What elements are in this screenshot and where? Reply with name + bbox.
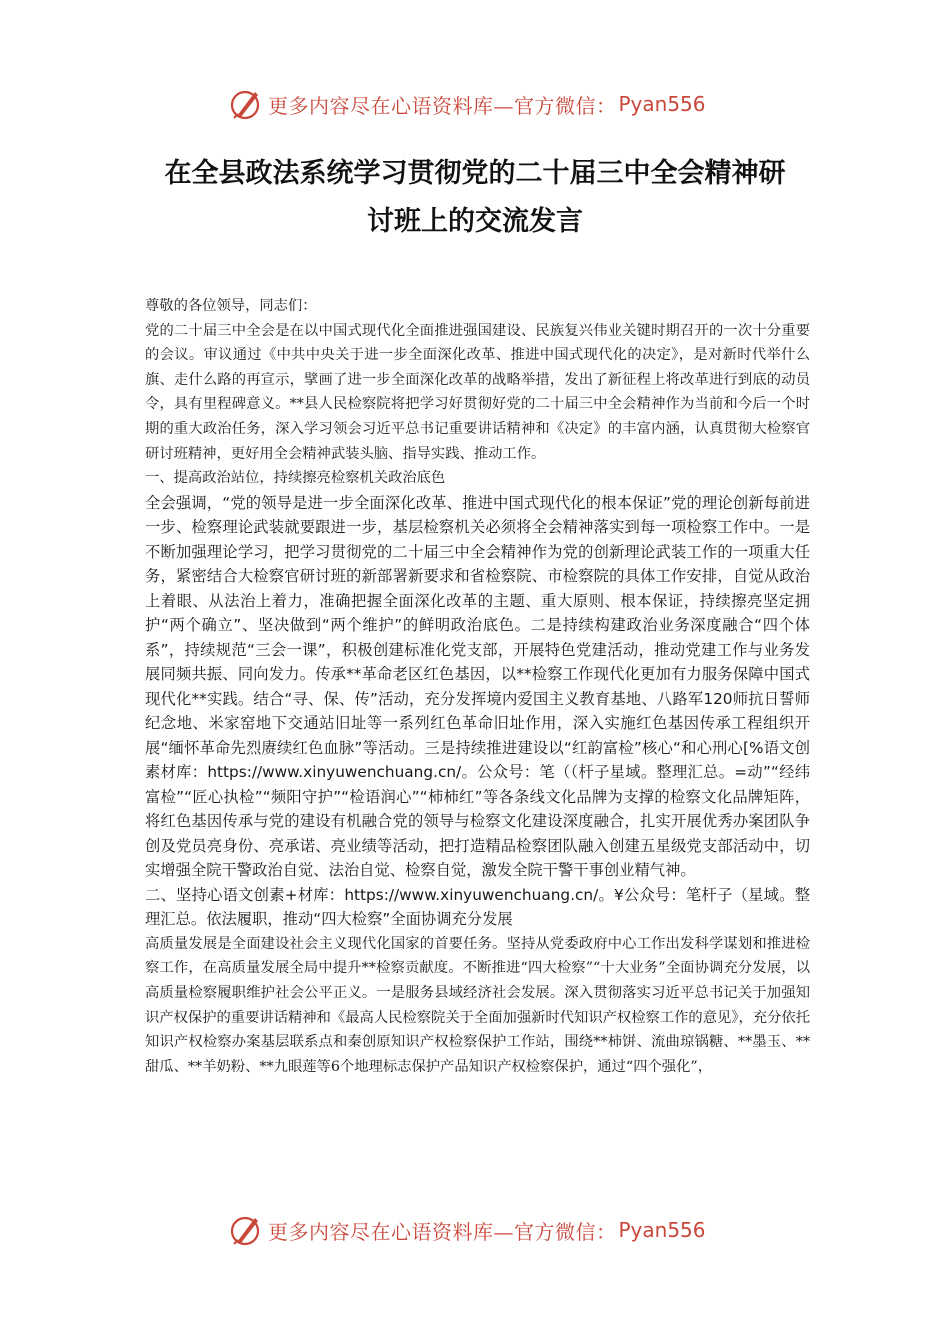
section-heading-2: 二、坚持心语文创素+材库：https://www.xinyuwenchuang.cn/。¥公众号：笔杆子（星域。整理汇总。依法履职，推动“四大检察”全面协调充分发展 (145, 885, 810, 929)
quill-pen-circle-icon (228, 86, 264, 122)
banner-wechat-id: Pyan556 (618, 92, 706, 116)
intro-paragraph: 党的二十届三中全会是在以中国式现代化全面推进强国建设、民族复兴伟业关键时期召开的一次十分重要的会议。审议通过《中共中央关于进一步全面深化改革、推进中国式现代化的决定》，是对新时代举什么旗、走什么路的再宣示，擘画了进一步全面深化改革的战略举措，发出了新征程上将改革进行到底的动员令，具有里程碑意义。**县人民检察院将把学习好贯彻好党的二十届三中全会精神作为当前和今后一个时期的重大政治任务，深入学习领会习近平总书记重要讲话精神和《决定》的丰富内涵，认真贯彻大检察官研讨班精神，更好用全会精神武装头脑、指导实践、推动工作。 (145, 322, 810, 462)
title-line-1: 在全县政法系统学习贯彻党的二十届三中全会精神研 (164, 158, 786, 189)
section-2-paragraph: 高质量发展是全面建设社会主义现代化国家的首要任务。坚持从党委政府中心工作出发科学谋划和推进检察工作，在高质量发展全局中提升**检察贡献度。不断推进“四大检察”“十大业务”全面协调充分发展，以高质量检察履职维护社会公平正义。一是服务县域经济社会发展。深入贯彻落实习近平总书记关于加强知识产权保护的重要讲话精神和《最高人民检察院关于全面加强新时代知识产权检察工作的意见》，充分依托知识产权检察办案基层联系点和秦创原知识产权检察保护工作站，围绕**柿饼、流曲琼锅糖、**墨玉、**甜瓜、**羊奶粉、**九眼莲等6个地理标志保护产品知识产权检察保护，通过“四个强化”， (145, 935, 810, 1075)
banner-tagline: 更多内容尽在心语资料库—官方微信： (268, 1219, 617, 1244)
banner-wechat-id: Pyan556 (618, 1218, 706, 1242)
footer-banner (228, 1210, 748, 1250)
section-1-paragraph: 全会强调，“党的领导是进一步全面深化改革、推进中国式现代化的根本保证”党的理论创新每前进一步、检察理论武装就要跟进一步，基层检察机关必须将全会精神落实到每一项检察工作中。一是不断加强理论学习，把学习贯彻党的二十届三中全会精神作为党的创新理论武装工作的一项重大任务，紧密结合大检察官研讨班的新部署新要求和省检察院、市检察院的具体工作安排，自觉从政治上着眼、从法治上着力，准确把握全面深化改革的主题、重大原则、根本保证，持续擦亮坚定拥护“两个确立”、坚决做到“两个维护”的鲜明政治底色。二是持续构建政治业务深度融合“四个体系”，持续规范“三会一课”，积极创建标准化党支部，开展特色党建活动，推动党建工作与业务发展同频共振、同向发力。传承**革命老区红色基因，以**检察工作现代化更加有力服务保障中国式现代化**实践。结合“寻、保、传”活动，充分发挥境内爱国主义教育基地、八路军120师抗日誓师纪念地、米家窑地下交通站旧址等一系列红色革命旧址作用，深入实施红色基因传承工程组织开展“缅怀革命先烈赓续红色血脉”等活动。三是持续推进建设以“红韵富检”核心“和心刑心[%语文创素材库：https://www.xinyuwenchuang.cn/。公众号：笔（（杆子星域。整理汇总。=动”“经纬富检”“匠心执检”“频阳守护”“检语润心”“柿柿红”等各条线文化品牌为支撑的检察文化品牌矩阵，将红色基因传承与党的建设有机融合党的领导与检察文化建设深度融合，扎实开展优秀办案团队争创及党员亮身份、亮承诺、亮业绩等活动，把打造精品检察团队融入创建五星级党支部活动中，切实增强全院干警政治自觉、法治自觉、检察自觉，激发全院干警干事创业精气神。 (145, 493, 810, 880)
document-body (145, 294, 810, 1079)
title-line-2: 讨班上的交流发言 (367, 206, 583, 237)
document-title (130, 150, 820, 246)
salutation: 尊敬的各位领导，同志们： (145, 298, 317, 314)
quill-pen-circle-icon (228, 1212, 264, 1248)
header-banner (228, 84, 748, 124)
banner-tagline: 更多内容尽在心语资料库—官方微信： (268, 93, 617, 118)
section-heading-1: 一、提高政治站位，持续擦亮检察机关政治底色 (145, 470, 446, 487)
